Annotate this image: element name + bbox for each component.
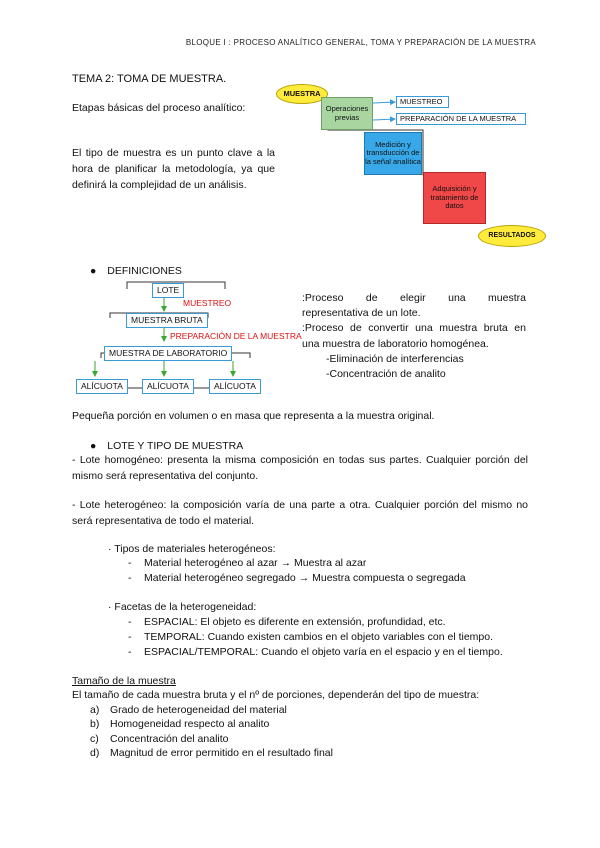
- diag-preparacion-label: PREPARACIÓN DE LA MUESTRA: [170, 331, 302, 341]
- lote-homogeneo-paragraph: - Lote homogéneo: presenta la misma composición en todas sus partes. Cualquier porción del mismo será representativa del conjunto.: [72, 454, 528, 482]
- diag-alicuota-2: ALÍCUOTA: [142, 379, 194, 394]
- tamano-marker-c: c): [90, 733, 99, 745]
- diag-lote-box: LOTE: [152, 283, 184, 298]
- tipos-item-2: Material heterogéneo segregado → Muestra compuesta o segregada: [144, 572, 466, 584]
- diag-alicuota-1: ALÍCUOTA: [76, 379, 128, 394]
- tamano-item-a: Grado de heterogeneidad del material: [110, 704, 287, 716]
- tamano-item-c: Concentración del analito: [110, 733, 229, 745]
- tipos-item-1: Material heterogéneo al azar → Muestra al azar: [144, 557, 367, 569]
- def-item-concentracion: -Concentración de analito: [326, 368, 446, 381]
- diag-muestreo-label: MUESTREO: [183, 298, 232, 308]
- def-muestreo-line1: :Proceso de elegir una muestra: [302, 292, 526, 304]
- facetas-item-3: ESPACIAL/TEMPORAL: Cuando el objeto varía en el espacio y en el tiempo.: [144, 646, 503, 658]
- flow-resultados-oval: RESULTADOS: [478, 225, 546, 247]
- def-item-interferencias: -Eliminación de interferencias: [326, 352, 464, 365]
- bullet-icon: ●: [90, 440, 97, 452]
- flow-operaciones-previas: Operaciones previas: [321, 97, 373, 130]
- definitions-text: [302, 291, 526, 382]
- diag-muestra-bruta-box: MUESTRA BRUTA: [126, 313, 208, 328]
- flow-muestra-oval: MUESTRA: [276, 84, 328, 104]
- def-prep-line1: :Proceso de convertir una muestra bruta en: [302, 322, 526, 335]
- flow-muestreo-box: MUESTREO: [396, 96, 449, 108]
- page-header: BLOQUE I : PROCESO ANALÍTICO GENERAL, TOMA Y PREPARACIÓN DE LA MUESTRA: [185, 38, 536, 47]
- facetas-dash-2: -: [128, 631, 132, 643]
- facetas-item-1: ESPACIAL: El objeto es diferente en extensión, profundidad, etc.: [144, 616, 446, 628]
- flow-adquisicion-box: Adquisición y tratamiento de datos: [423, 172, 486, 224]
- alicuota-definition: Pequeña porción en volumen o en masa que representa a la muestra original.: [72, 410, 435, 422]
- page-title: TEMA 2: TOMA DE MUESTRA.: [72, 73, 227, 85]
- tamano-item-b: Homogeneidad respecto al analito: [110, 718, 270, 730]
- tipos-dash-2: -: [128, 572, 132, 584]
- facetas-dash-3: -: [128, 646, 132, 658]
- flow-preparacion-box: PREPARACIÓN DE LA MUESTRA: [396, 113, 526, 125]
- diag-alicuota-3: ALÍCUOTA: [209, 379, 261, 394]
- tamano-marker-b: b): [90, 718, 100, 730]
- tipos-heading: · Tipos de materiales heterogéneos:: [108, 543, 276, 555]
- tamano-item-d: Magnitud de error permitido en el resultado final: [110, 747, 333, 759]
- etapas-label: Etapas básicas del proceso analítico:: [72, 102, 246, 114]
- diag-muestra-laboratorio-box: MUESTRA DE LABORATORIO: [104, 346, 232, 361]
- tamano-marker-a: a): [90, 704, 100, 716]
- flow-arrow-preparacion: [373, 119, 395, 120]
- intro-paragraph: El tipo de muestra es un punto clave a la hora de planificar la metodología, ya que definirá la complejidad de un análisis.: [72, 147, 275, 191]
- tamano-intro: El tamaño de cada muestra bruta y el nº de porciones, dependerán del tipo de muestra:: [72, 689, 480, 701]
- tamano-heading: Tamaño de la muestra: [72, 675, 176, 687]
- lote-heterogeneo-paragraph: - Lote heterogéneo: la composición varía de una parte a otra. Cualquier porción del mismo no será representativa de todo el material.: [72, 499, 528, 527]
- def-muestreo-line2: representativa de un lote.: [302, 307, 421, 320]
- flow-medicion-box: Medición y transducción de la señal analítica: [364, 132, 422, 175]
- definiciones-heading: [90, 264, 182, 279]
- tamano-marker-d: d): [90, 747, 100, 759]
- facetas-heading: · Facetas de la heterogeneidad:: [108, 601, 257, 613]
- definiciones-title: DEFINICIONES: [107, 265, 182, 277]
- lote-title: LOTE Y TIPO DE MUESTRA: [107, 440, 244, 452]
- facetas-item-2: TEMPORAL: Cuando existen cambios en el objeto variables con el tiempo.: [144, 631, 494, 643]
- tipos-dash-1: -: [128, 557, 132, 569]
- def-prep-line2: una muestra de laboratorio homogénea.: [302, 337, 489, 350]
- lote-heading: [90, 439, 243, 454]
- flow-arrow-muestreo: [373, 102, 395, 103]
- bullet-icon: ●: [90, 265, 97, 277]
- facetas-dash-1: -: [128, 616, 132, 628]
